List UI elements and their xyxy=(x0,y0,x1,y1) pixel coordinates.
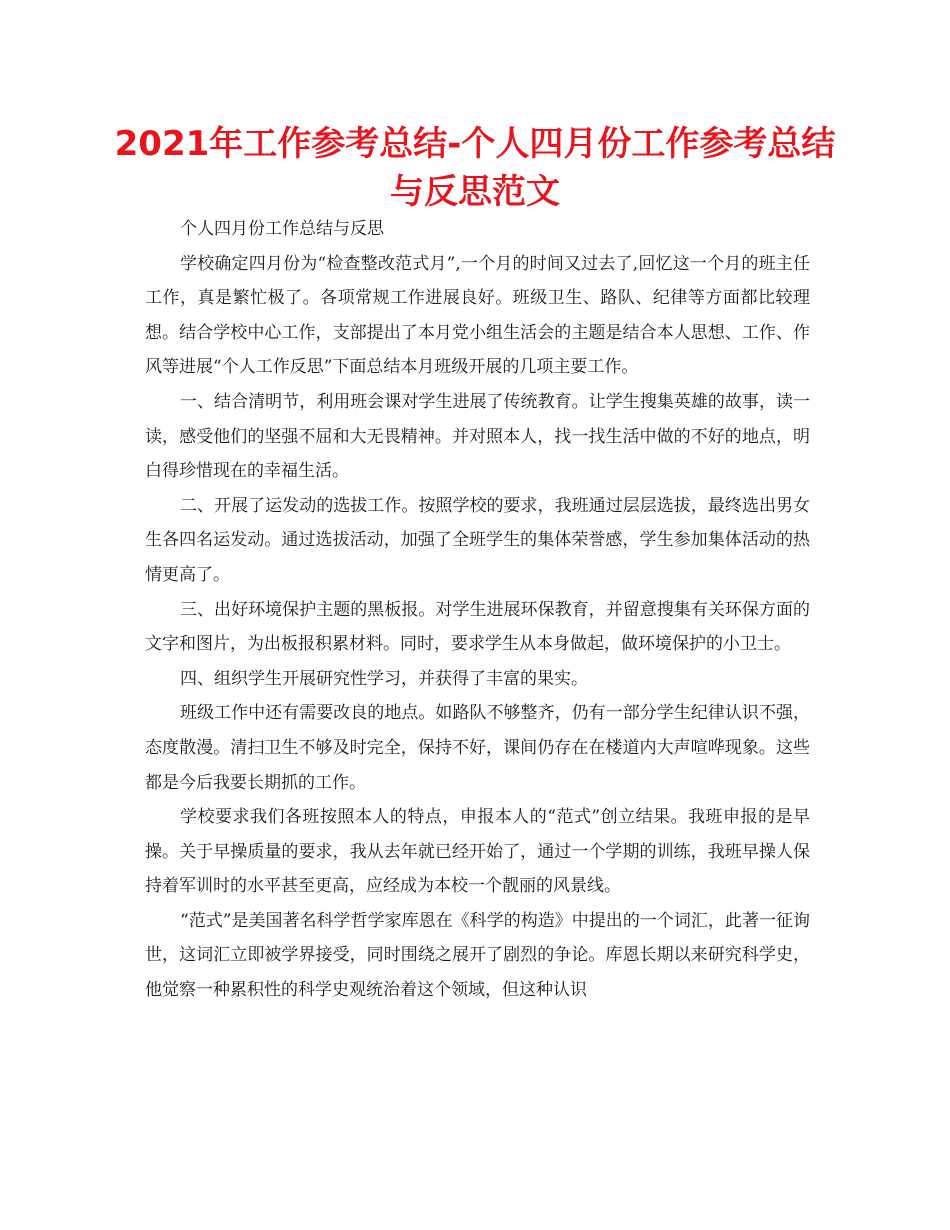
item-three-paragraph: 三、出好环境保护主题的黑板报。对学生进展环保教育，并留意搜集有关环保方面的文字和图片，为出板报积累材料。同时，要求学生从本身做起，做环境保护的小卫士。 xyxy=(145,599,810,655)
document-title: 2021年工作参考总结-个人四月份工作参考总结与反思范文 xyxy=(114,124,836,212)
subtitle-paragraph: 个人四月份工作总结与反思 xyxy=(180,219,384,239)
item-two-paragraph: 二、开展了运发动的选拔工作。按照学校的要求，我班通过层层选拔，最终选出男女生各四名运发动。通过选拔活动，加强了全班学生的集体荣誉感，学生参加集体活动的热情更高了。 xyxy=(145,495,810,585)
document-body xyxy=(145,212,810,1008)
paradigm-paragraph: 学校要求我们各班按照本人的特点，申报本人的“范式”创立结果。我班申报的是早操。关于早操质量的要求，我从去年就已经开始了，通过一个学期的训练，我班早操人保持着军训时的水平甚至更高，应经成为本校一个靓丽的风景线。 xyxy=(145,807,810,897)
kuhn-paragraph: “范式”是美国著名科学哲学家库恩在《科学的构造》中提出的一个词汇，此著一征询世，这词汇立即被学界接受，同时围绕之展开了剧烈的争论。库恩长期以来研究科学史，他觉察一种累积性的科学史观统治着这个领域，但这种认识 xyxy=(145,910,810,1001)
intro-paragraph: 学校确定四月份为“检查整改范式月”,一个月的时间又过去了,回忆这一个月的班主任工作，真是繁忙极了。各项常规工作进展良好。班级卫生、路队、纪律等方面都比较理想。结合学校中心工作，支部提出了本月党小组生活会的主题是结合本人思想、工作、作风等进展“个人工作反思”下面总结本月班级开展的几项主要工作。 xyxy=(145,253,810,378)
item-four-paragraph: 四、组织学生开展研究性学习，并获得了丰富的果实。 xyxy=(180,668,588,689)
improvement-paragraph: 班级工作中还有需要改良的地点。如路队不够整齐，仍有一部分学生纪律认识不强，态度散漫。清扫卫生不够及时完全，保持不好，课间仍存在在楼道内大声喧哗现象。这些都是今后我要长期抓的工作。 xyxy=(145,703,810,793)
item-one-paragraph: 一、结合清明节，利用班会课对学生进展了传统教育。让学生搜集英雄的故事，读一读，感受他们的坚强不屈和大无畏精神。并对照本人，找一找生活中做的不好的地点，明白得珍惜现在的幸福生活。 xyxy=(145,391,810,482)
